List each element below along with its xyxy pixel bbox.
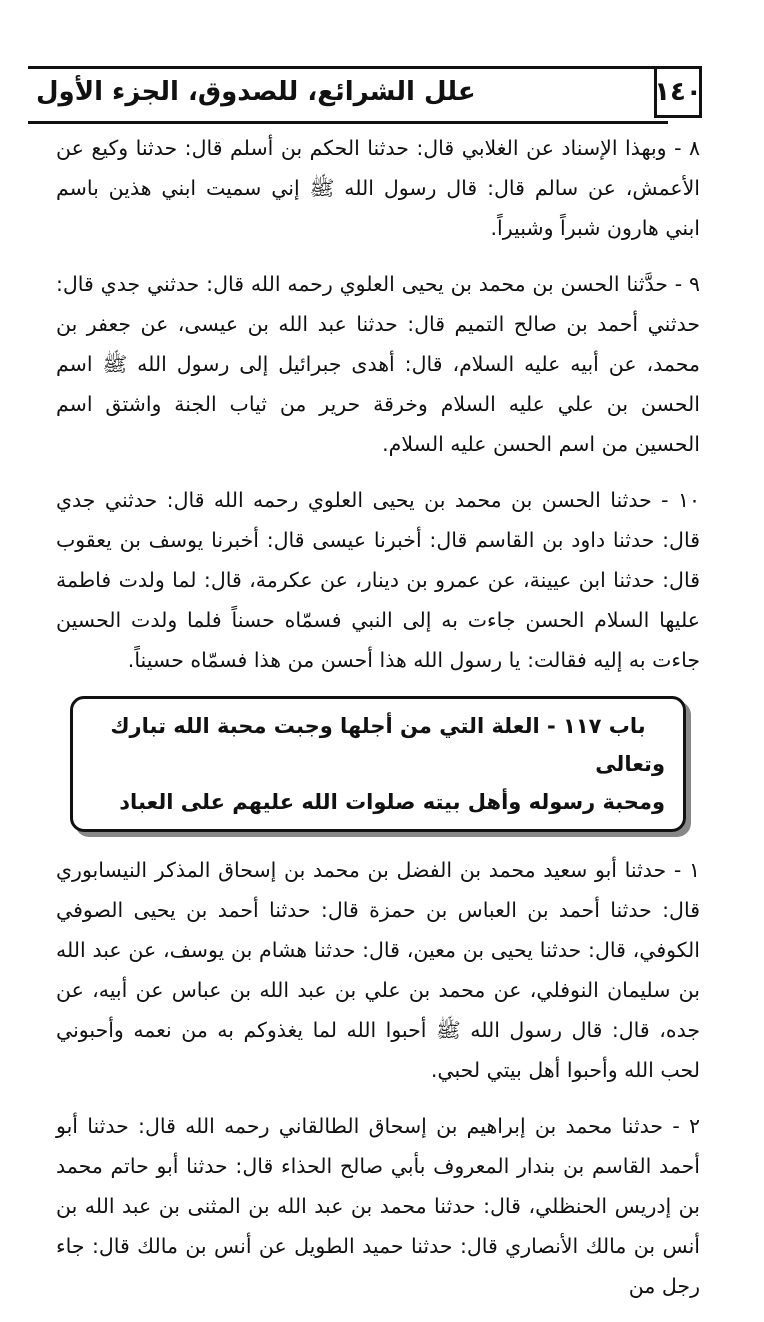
chapter-heading-box (70, 696, 686, 832)
page-body (56, 128, 700, 1322)
running-header (28, 66, 668, 124)
chapter-heading-line-2: ومحبة رسوله وأهل بيته صلوات الله عليهم على العباد (119, 790, 665, 814)
hadith-10: ١٠ - حدثنا الحسن بن محمد بن يحيى العلوي رحمه الله قال: حدثني جدي قال: حدثنا داود بن القاسم قال: أخبرنا عيسى قال: أخبرنا يوسف بن يعقوب قال: حدثنا ابن عيينة، عن عمرو بن دينار، عن عكرمة، قال: لما ولدت فاطمة عليها السلام الحسن جاءت به إلى النبي فسمّاه حسناً فلما ولدت الحسين جاءت به إليه فقالت: يا رسول الله هذا أحسن من هذا فسمّاه حسيناً. (56, 488, 700, 672)
hadith-1: ١ - حدثنا أبو سعيد محمد بن الفضل بن محمد بن إسحاق المذكر النيسابوري قال: حدثنا أحمد بن العباس بن حمزة قال: حدثنا أحمد بن يحيى الصوفي الكوفي، قال: حدثنا يحيى بن معين، قال: حدثنا هشام بن يوسف، عن عبد الله بن سليمان النوفلي، عن محمد بن علي بن عبد الله بن عباس عن أبيه، عن جده، قال: قال رسول الله ﷺ أحبوا الله لما يغذوكم به من نعمه وأحبوني لحب الله وأحبوا أهل بيتي لحبي. (56, 858, 700, 1082)
page-number: ١٤٠ (654, 66, 702, 118)
hadith-2: ٢ - حدثنا محمد بن إبراهيم بن إسحاق الطالقاني رحمه الله قال: حدثنا أبو أحمد القاسم بن بندار المعروف بأبي صالح الحذاء قال: حدثنا أبو حاتم محمد بن إدريس الحنظلي، قال: حدثنا محمد بن عبد الله بن المثنى بن عبد الله بن أنس بن مالك الأنصاري قال: حدثنا حميد الطويل عن أنس بن مالك قال: جاء رجل من (56, 1114, 700, 1298)
hadith-8: ٨ - وبهذا الإسناد عن الغلابي قال: حدثنا الحكم بن أسلم قال: حدثنا وكيع عن الأعمش، عن سالم قال: قال رسول الله ﷺ إني سميت ابني هذين باسم ابني هارون شبراً وشبيراً. (56, 136, 700, 240)
hadith-9: ٩ - حدَّثنا الحسن بن محمد بن يحيى العلوي رحمه الله قال: حدثني جدي قال: حدثني أحمد بن صالح التميم قال: حدثنا عبد الله بن عيسى، عن جعفر بن محمد، عن أبيه عليه السلام، قال: أهدى جبرائيل إلى رسول الله ﷺ اسم الحسن بن علي عليه السلام وخرقة حرير من ثياب الجنة واشتق اسم الحسين من اسم الحسن عليه السلام. (56, 272, 700, 456)
running-header-title: علل الشرائع، للصدوق، الجزء الأول (36, 77, 476, 107)
chapter-heading-line-1: باب ١١٧ - العلة التي من أجلها وجبت محبة الله تبارك وتعالى (110, 714, 665, 776)
